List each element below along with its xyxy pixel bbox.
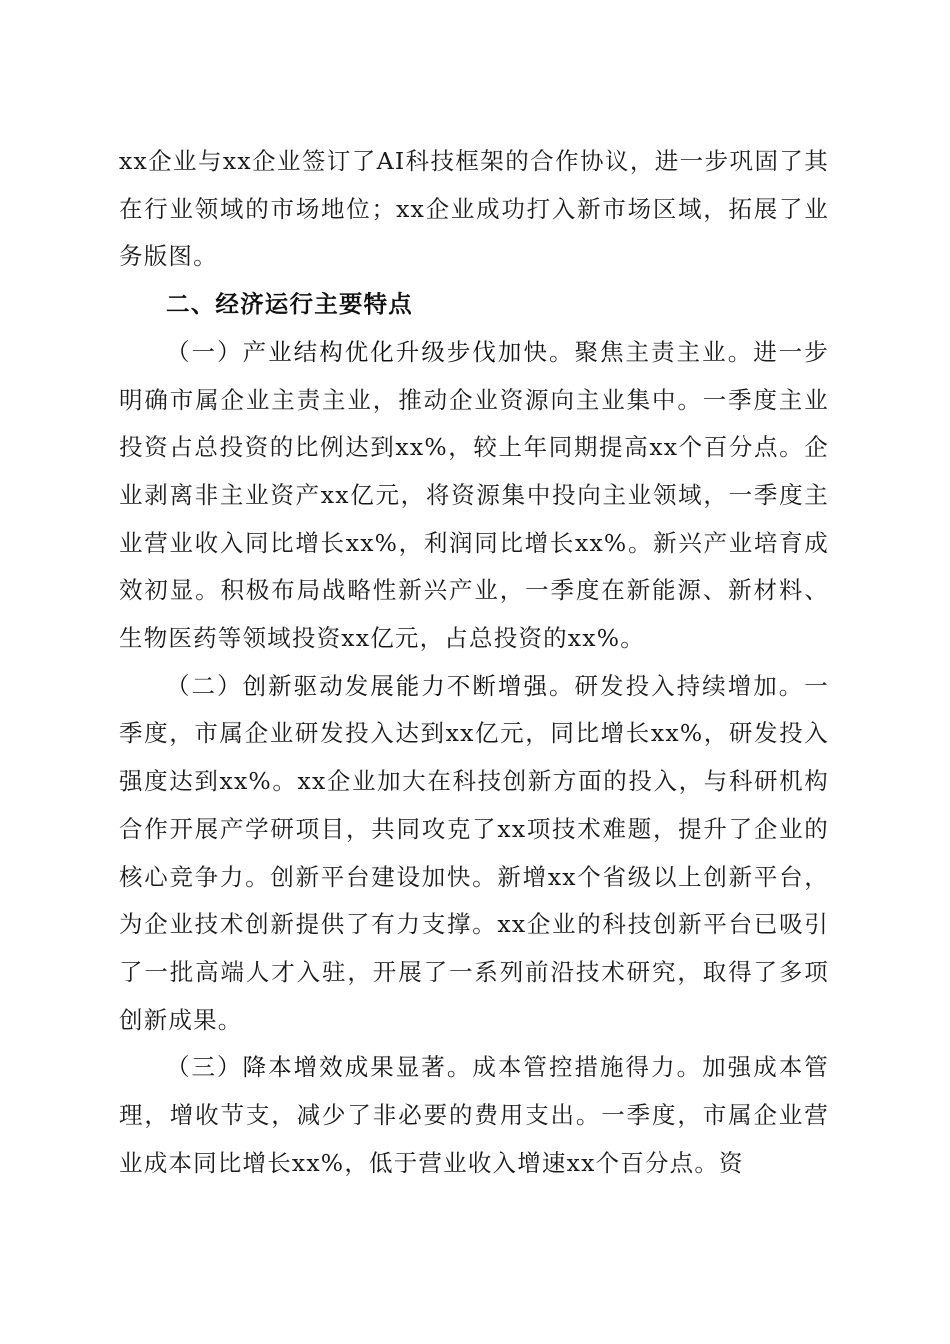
subsection-lead: （一）产业结构优化升级步伐加快。 xyxy=(166,337,575,366)
subsection-paragraph-1 xyxy=(119,329,829,663)
subsection-body: 聚焦主责主业。进一步明确市属企业主责主业，推动企业资源向主业集中。一季度主业投资占总投资的比例达到xx%，较上年同期提高xx个百分点。企业剥离非主业资产xx亿元，将资源集中投向主业领域，一季度主业营业收入同比增长xx%，利润同比增长xx%。新兴产业培育成效初显。积极布局战略性新兴产业，一季度在新能源、新材料、生物医药等领域投资xx亿元，占总投资的xx%。 xyxy=(119,337,830,653)
section-heading xyxy=(119,281,829,329)
document-body xyxy=(119,138,829,1187)
subsection-lead: （三）降本增效成果显著。 xyxy=(166,1053,473,1082)
subsection-paragraph-3 xyxy=(119,1044,829,1187)
subsection-lead: （二）创新驱动发展能力不断增强。 xyxy=(166,671,575,700)
subsection-paragraph-2 xyxy=(119,663,829,1045)
subsection-body: 成本管控措施得力。加强成本管理，增收节支，减少了非必要的费用支出。一季度，市属企业营业成本同比增长xx%，低于营业收入增速xx个百分点。资 xyxy=(119,1053,829,1177)
continuation-paragraph xyxy=(119,138,829,281)
heading-text: 二、经济运行主要特点 xyxy=(166,290,413,319)
paragraph-text: xx企业与xx企业签订了AI科技框架的合作协议，进一步巩固了其在行业领域的市场地位；xx企业成功打入新市场区域，拓展了业务版图。 xyxy=(119,147,829,271)
subsection-body: 研发投入持续增加。一季度，市属企业研发投入达到xx亿元，同比增长xx%，研发投入强度达到xx%。xx企业加大在科技创新方面的投入，与科研机构合作开展产学研项目，共同攻克了xx项技术难题，提升了企业的核心竞争力。创新平台建设加快。新增xx个省级以上创新平台，为企业技术创新提供了有力支撑。xx企业的科技创新平台已吸引了一批高端人才入驻，开展了一系列前沿技术研究，取得了多项创新成果。 xyxy=(119,671,830,1034)
